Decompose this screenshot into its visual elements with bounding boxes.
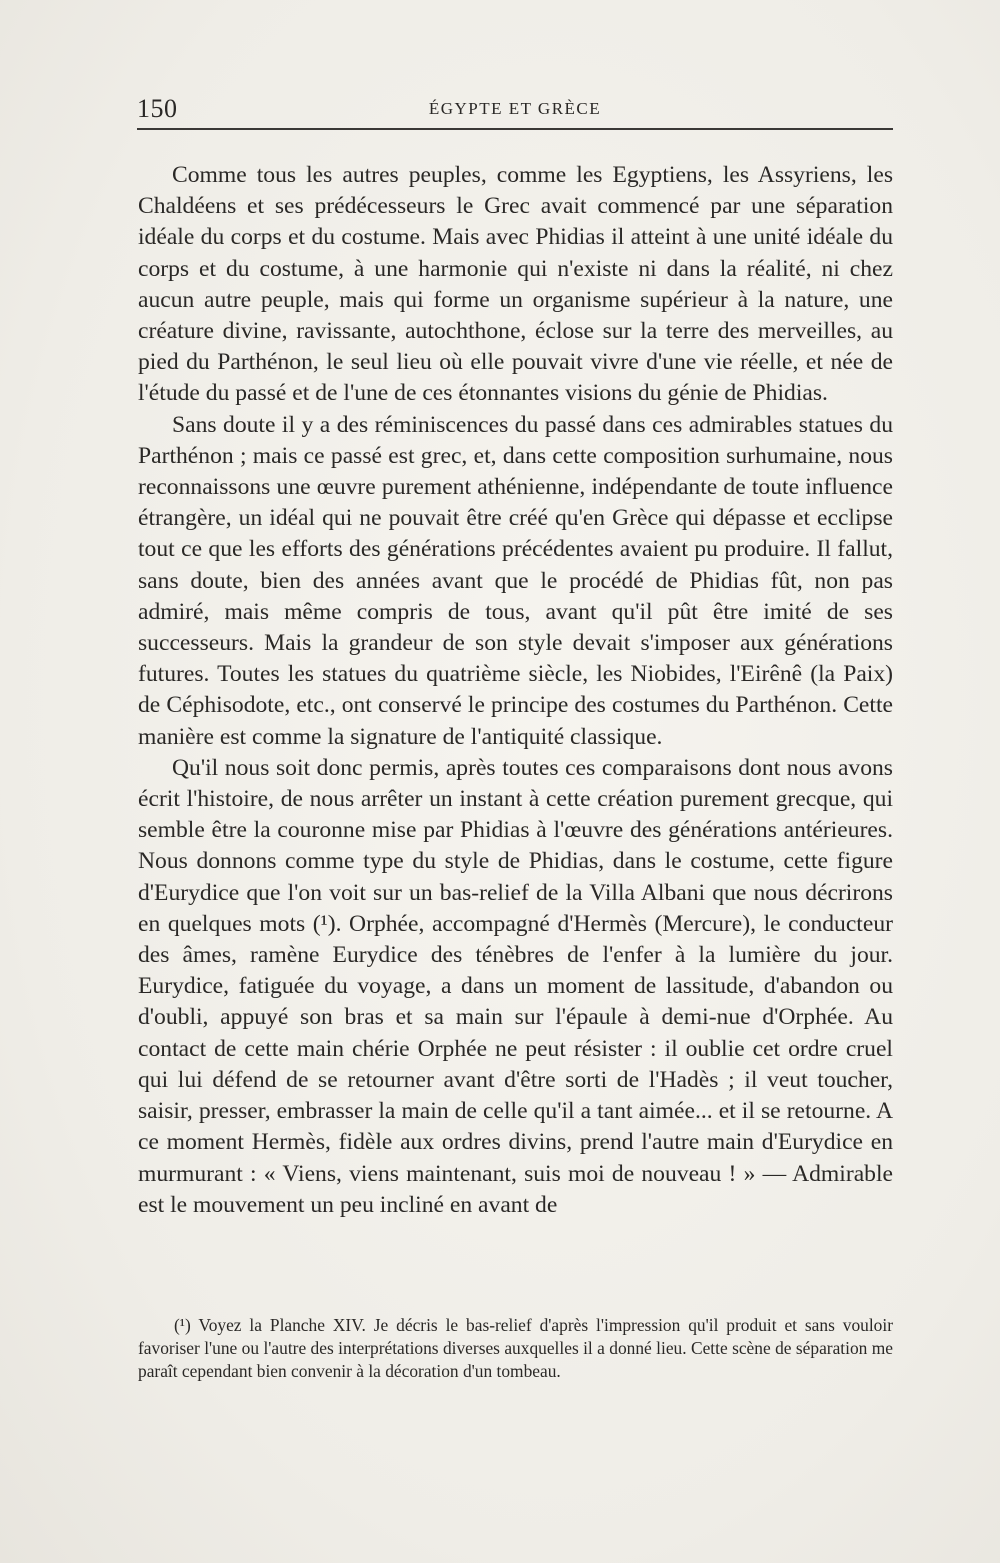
paragraph: Comme tous les autres peuples, comme les Egyptiens, les Assyriens, les Chaldéens et ses prédécesseurs le Grec avait commencé par une séparation idéale du corps et du costume. Mais avec Phidias il atteint à une unité idéale du corps et du costume, à une harmonie qui n'existe ni dans la réalité, ni chez aucun autre peuple, mais qui forme un organisme supérieur à la nature, une créature divine, ravissante, autochthone, éclose sur la terre des merveilles, au pied du Parthénon, le seul lieu où elle pouvait vivre d'une vie réelle, et née de l'étude du passé et de l'une de ces étonnantes visions du génie de Phidias. [138,162,893,407]
paragraph: Qu'il nous soit donc permis, après toutes ces comparaisons dont nous avons écrit l'histoire, de nous arrêter un instant à cette création purement grecque, qui semble être la couronne mise par Phidias à l'œuvre des générations antérieures. Nous donnons comme type du style de Phidias, dans le costume, cette figure d'Eurydice que l'on voit sur un bas-relief de la Villa Albani que nous décrirons en quelques mots (¹). Orphée, accompagné d'Hermès (Mercure), le conducteur des âmes, ramène Eurydice des ténèbres de l'enfer à la lumière du jour. Eurydice, fatiguée du voyage, a dans un moment de lassitude, d'abandon ou d'oubli, appuyé son bras et sa main sur l'épaule à demi-nue d'Orphée. Au contact de cette main chérie Orphée ne peut résister : il oublie cet ordre cruel qui lui défend de se retourner avant d'être sorti de l'Hadès ; il veut toucher, saisir, presser, embrasser la main de celle qu'il a tant aimée... et il se retourne. A ce moment Hermès, fidèle aux ordres divins, prend l'autre main d'Eurydice en murmurant : « Viens, viens maintenant, suis moi de nouveau ! » — Admirable est le mouvement un peu incliné en avant de [138,754,893,1218]
header-rule [137,128,893,130]
running-title: ÉGYPTE ET GRÈCE [428,99,602,118]
footnotes [138,1314,893,1384]
running-head [137,94,893,128]
footnote: (¹) Voyez la Planche XIV. Je décris le bas-relief d'après l'impression qu'il produit et sans vouloir favoriser l'une ou l'autre des interprétations diverses auxquelles il a donné lieu. Cette scène de séparation me paraît cependant bien convenir à la décoration d'un tombeau. [138,1315,893,1382]
body-text [138,160,893,1221]
page-number: 150 [137,94,178,123]
paragraph: Sans doute il y a des réminiscences du passé dans ces admirables statues du Parthénon ; mais ce passé est grec, et, dans cette composition surhumaine, nous reconnaissons une œuvre purement athénienne, indépendante de toute influence étrangère, un idéal qui ne pouvait être créé qu'en Grèce qui dépasse et ecclipse tout ce que les efforts des générations précédentes avaient pu produire. Il fallut, sans doute, bien des années avant que le procédé de Phidias fût, non pas admiré, mais même compris de tous, avant qu'il pût être imité de ses successeurs. Mais la grandeur de son style devait s'imposer aux générations futures. Toutes les statues du quatrième siècle, les Niobides, l'Eirênê (la Paix) de Céphisodote, etc., ont conservé le principe des costumes du Parthénon. Cette manière est comme la signature de l'antiquité classique. [138,411,893,750]
